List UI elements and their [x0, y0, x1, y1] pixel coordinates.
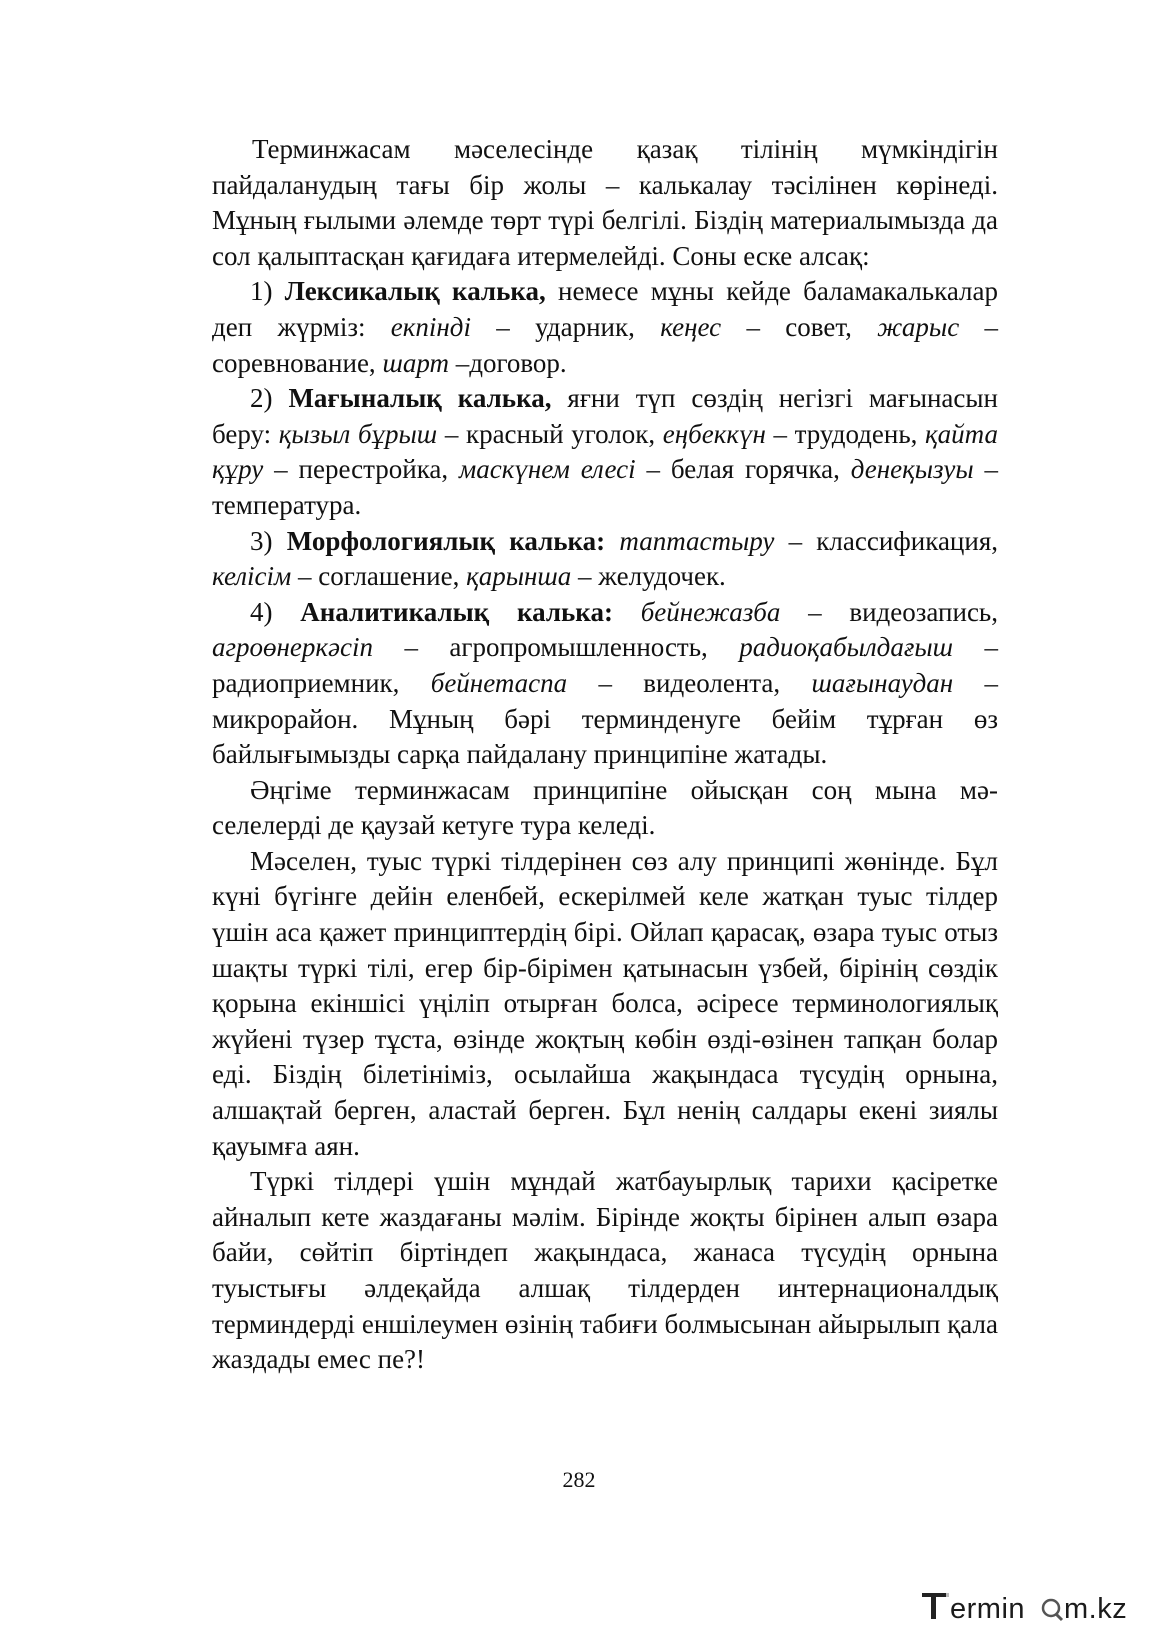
text-run: – совет, — [721, 311, 878, 342]
paragraph — [212, 844, 998, 1164]
italic-term: бейнетаспа — [430, 667, 568, 698]
italic-term: келісім — [212, 561, 292, 592]
text-run: – видеолента, — [567, 667, 812, 698]
document-body — [212, 132, 998, 1378]
bold-term: Лексикалық калька, — [284, 276, 546, 307]
paragraph — [212, 381, 998, 523]
italic-term: жарыс — [877, 311, 960, 342]
paragraph — [212, 773, 998, 844]
text-run: – трудодень, — [765, 418, 926, 449]
italic-term: шағынаудан — [811, 667, 954, 698]
text-run: 1) — [250, 276, 285, 307]
text-run: – белая горячка, — [635, 454, 851, 485]
text-run: – температура. — [212, 454, 998, 520]
text-run: 2) — [250, 383, 289, 414]
bold-term: Мағыналық калька, — [288, 383, 552, 414]
site-watermark-logo — [920, 1587, 1140, 1627]
page-number: 282 — [562, 1467, 596, 1492]
text-run: Түркі тілдері үшін мұндай жатбауырлық тарихи қасіретке айналып кете жаздағаны мәлім. Бірінде жоқты бірінен алып өзара байи, сөйтіп біртіндеп жақындаса, жанаса түсудің орнына туыстығы әлдеқайда алшақ тілдерден интернационалдық терминдерді еншілеумен өзінің табиғи болмысынан айырылып қала жаздады емес пе?! — [212, 1166, 998, 1375]
text-run — [613, 597, 641, 627]
text-run: немесе мұны кейде баламакалькалар деп жүрміз: — [212, 276, 998, 342]
text-run — [605, 526, 619, 556]
text-run: – ударник, — [470, 311, 661, 342]
text-run: – желудочек. — [571, 561, 726, 592]
italic-term: еңбеккүн — [662, 418, 766, 449]
text-run: – соревнование, — [212, 311, 999, 378]
text-run: – соглашение, — [291, 561, 467, 592]
text-run: Әңгіме терминжасам принципіне ойысқан соң мына мәселелерді де қаузай кетуге тура келеді. — [212, 774, 998, 841]
text-run: Мәселен, туыс түркі тілдерінен сөз алу принципі жөнінде. Бұл күні бүгінге дейін еленбей, ескерілмей келе жатқан туыс тілдер үшін аса қажет принциптердің бірі. Ойлап қарасақ, өзара туыс отыз шақты түркі тілі, егер бір-бірімен қатынасын үзбей, бірінің сөздік қорына екіншісі үңіліп отырған болса, әсіресе терминологиялық жүйені түзер тұста, өзінде жоқтың көбін өзді-өзінен тапқан болар еді. Біздің білетініміз, осылайша жақындаса түсудің орнына, алшақтай берген, аластай берген. Бұл ненің салдары екені зиялы қауымға аян. — [212, 845, 998, 1161]
text-run: 3) — [250, 525, 287, 556]
paragraph-container — [212, 132, 998, 1378]
italic-term: агроөнеркәсіп — [212, 632, 374, 663]
italic-term: кеңес — [660, 311, 722, 342]
bold-term: Аналитикалық калька: — [300, 596, 613, 627]
watermark-text-a: ermin — [950, 1593, 1026, 1625]
text-run: –договор. — [448, 347, 567, 378]
text-run: – перестройка, — [263, 454, 460, 485]
text-run: – микрорайон. Мұның бәрі терминденуге бейім тұрған өз байлығымызды сарқа пайдалану принципіне жатады. — [212, 667, 998, 770]
text-run: 4) — [250, 596, 301, 627]
text-run: – красный уголок, — [437, 418, 663, 449]
watermark-logo-icon — [920, 1587, 1140, 1627]
italic-term: қарынша — [466, 561, 572, 592]
paragraph — [212, 132, 998, 274]
text-run: – классификация, — [774, 525, 998, 556]
italic-term: таптастыру — [619, 525, 775, 556]
italic-term: маскүнем елесі — [459, 454, 636, 485]
italic-term: екпінді — [390, 311, 471, 342]
text-run: – радиоприемник, — [212, 632, 998, 698]
italic-term: қайта құру — [212, 418, 999, 485]
text-run: – видеозапись, — [780, 596, 998, 627]
text-run: Терминжасам мәселесінде қазақ тілінің мүмкіндігін пайдаланудың тағы бір жолы – калькалау тәсілінен көрінеді. Мұның ғылыми әлемде төрт түрі белгілі. Біздің материалымызда да сол қалыптасқан қағидаға итермелейді. Соны еске алсақ: — [212, 134, 998, 271]
paragraph — [212, 595, 998, 773]
italic-term: радиоқабылдағыш — [739, 632, 954, 663]
bold-term: Морфологиялық калька: — [286, 525, 606, 556]
italic-term: қызыл бұрыш — [278, 418, 438, 449]
text-run: – агропромышленность, — [373, 632, 740, 663]
paragraph — [212, 274, 998, 381]
paragraph — [212, 1164, 998, 1378]
paragraph — [212, 524, 998, 595]
italic-term: бейнежазба — [640, 596, 781, 627]
italic-term: шарт — [382, 347, 449, 378]
watermark-text-b: m.kz — [1064, 1593, 1128, 1625]
text-run: яғни түп сөздің негізгі мағынасын беру: — [212, 383, 998, 449]
italic-term: денеқызуы — [850, 454, 974, 485]
